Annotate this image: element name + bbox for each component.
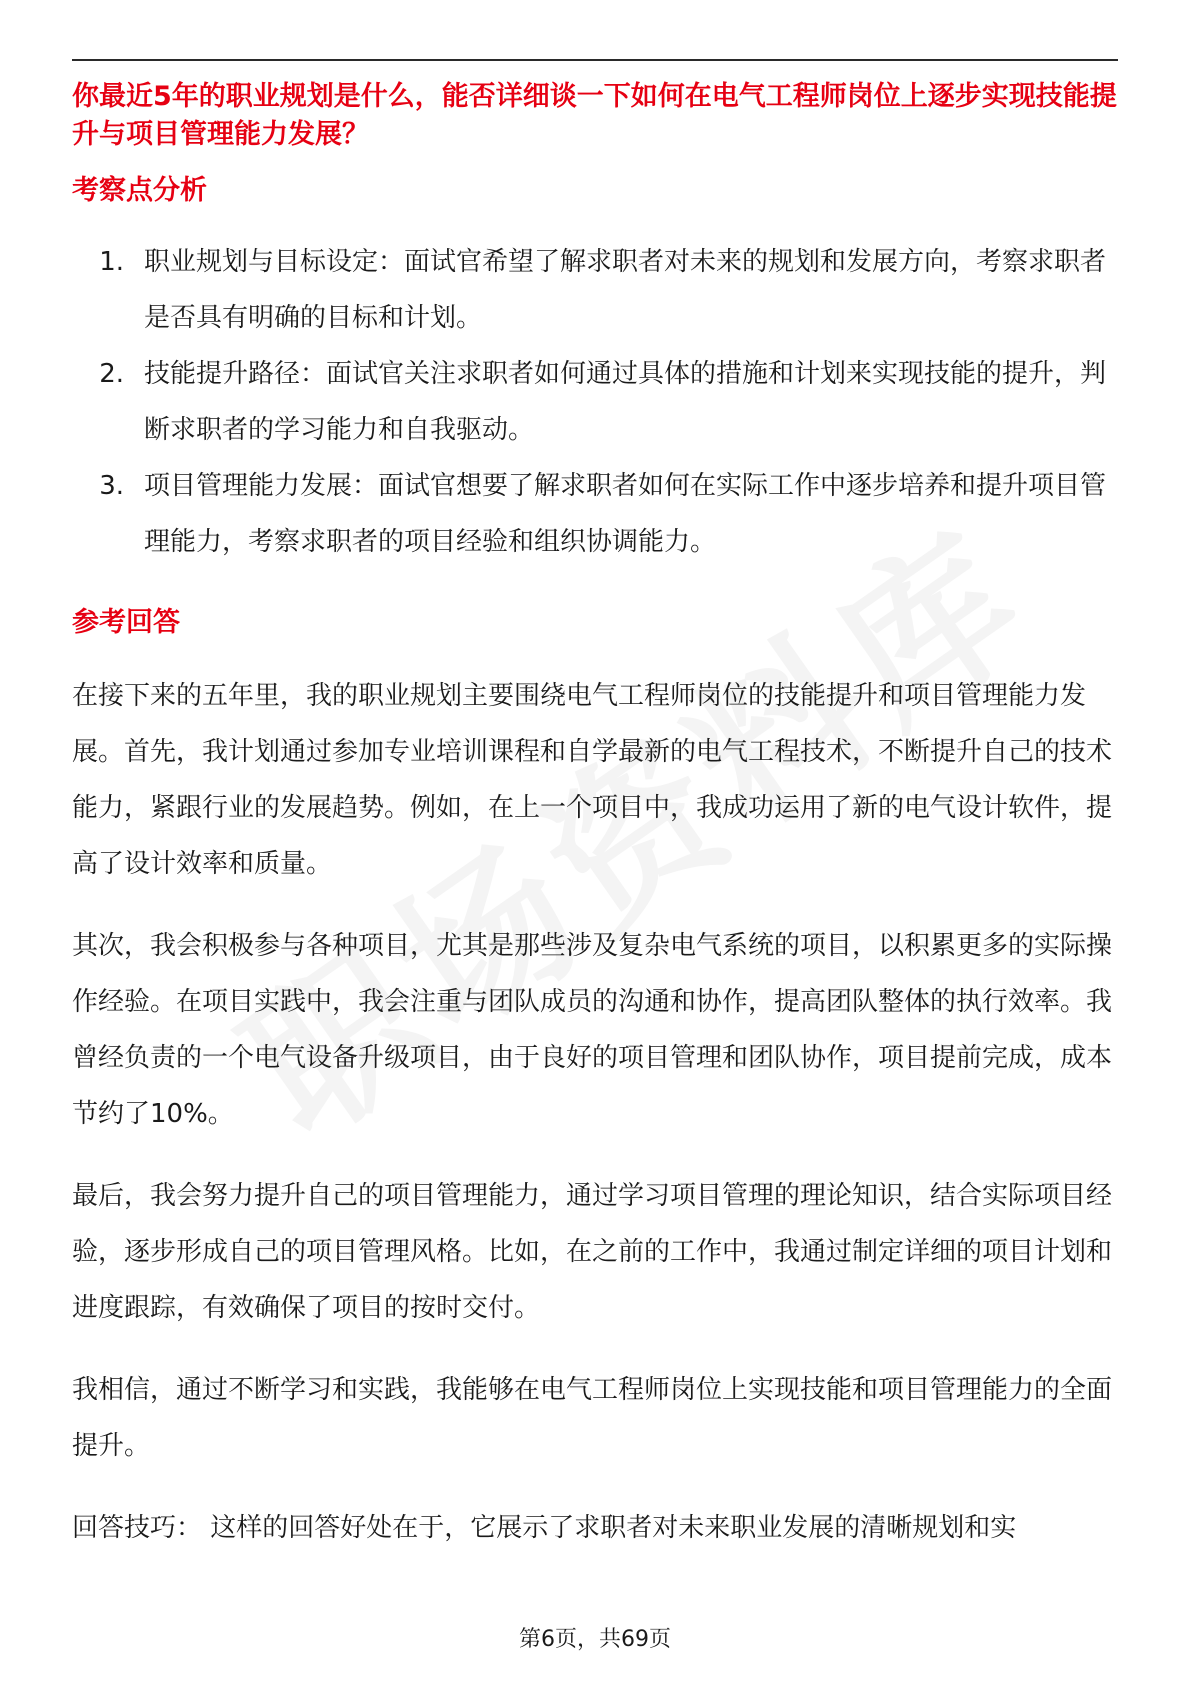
answer-paragraph: 其次，我会积极参与各种项目，尤其是那些涉及复杂电气系统的项目，以积累更多的实际操作经验。在项目实践中，我会注重与团队成员的沟通和协作，提高团队整体的执行效率。我曾经负责的一个电气设备升级项目，由于良好的项目管理和团队协作，项目提前完成，成本节约了10%。 — [72, 931, 1113, 1129]
tips-paragraph — [72, 1500, 1122, 1556]
analysis-item-text: 项目管理能力发展：面试官想要了解求职者如何在实际工作中逐步培养和提升项目管理能力，考察求职者的项目经验和组织协调能力。 — [144, 471, 1107, 557]
analysis-item-text: 职业规划与目标设定：面试官希望了解求职者对未来的规划和发展方向，考察求职者是否具有明确的目标和计划。 — [144, 247, 1107, 333]
analysis-item — [72, 234, 1122, 346]
analysis-item-text: 技能提升路径：面试官关注求职者如何通过具体的措施和计划来实现技能的提升，判断求职者的学习能力和自我驱动。 — [144, 359, 1107, 445]
question-title: 你最近5年的职业规划是什么，能否详细谈一下如何在电气工程师岗位上逐步实现技能提升与项目管理能力发展？ — [72, 81, 1117, 150]
page-number: 第6页，共69页 — [519, 1627, 671, 1652]
answer-paragraph: 在接下来的五年里，我的职业规划主要围绕电气工程师岗位的技能提升和项目管理能力发展。首先，我计划通过参加专业培训课程和自学最新的电气工程技术，不断提升自己的技术能力，紧跟行业的发展趋势。例如，在上一个项目中，我成功运用了新的电气设计软件，提高了设计效率和质量。 — [72, 681, 1113, 879]
analysis-item-number: 3. — [99, 471, 124, 501]
analysis-item — [72, 346, 1122, 458]
tips-label: 回答技巧： — [72, 1513, 203, 1543]
analysis-item-number: 1. — [99, 247, 124, 277]
tips-text: 这样的回答好处在于，它展示了求职者对未来职业发展的清晰规划和实 — [210, 1513, 1017, 1543]
answer-paragraph: 我相信，通过不断学习和实践，我能够在电气工程师岗位上实现技能和项目管理能力的全面提升。 — [72, 1375, 1113, 1461]
analysis-item-number: 2. — [99, 359, 124, 389]
header-rule — [72, 59, 1118, 61]
page-content — [72, 78, 1122, 1556]
answer-heading: 参考回答 — [72, 607, 180, 638]
answer-paragraph: 最后，我会努力提升自己的项目管理能力，通过学习项目管理的理论知识，结合实际项目经验，逐步形成自己的项目管理风格。比如，在之前的工作中，我通过制定详细的项目计划和进度跟踪，有效确保了项目的按时交付。 — [72, 1181, 1113, 1323]
analysis-heading: 考察点分析 — [72, 175, 207, 206]
analysis-list — [72, 234, 1122, 570]
analysis-item — [72, 458, 1122, 570]
